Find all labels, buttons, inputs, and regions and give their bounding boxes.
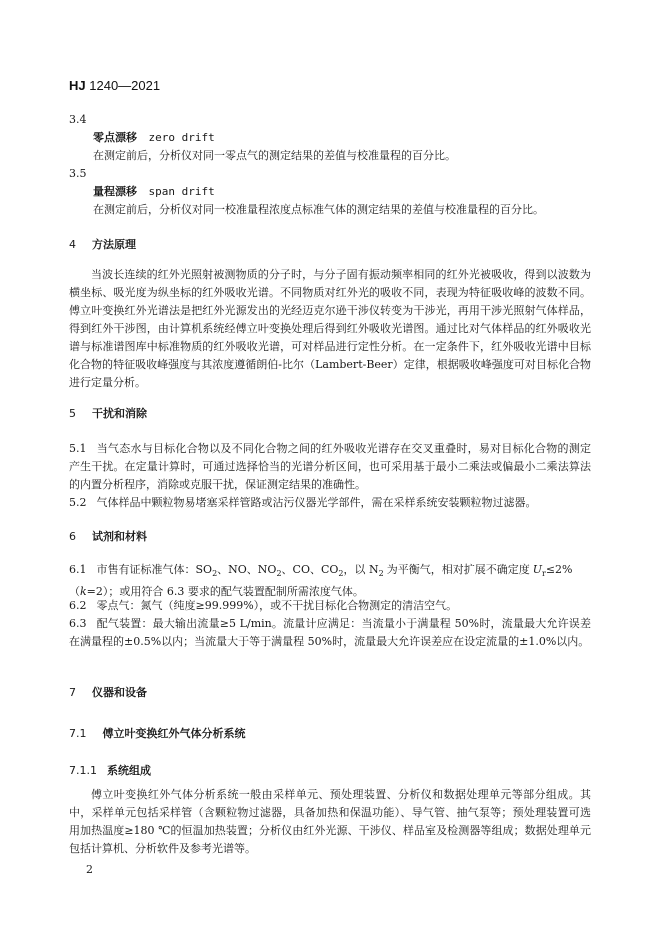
clause-text: ，以 N <box>343 563 379 576</box>
term-zh: 量程漂移 <box>93 185 137 198</box>
symbol-k: k <box>80 585 87 599</box>
clause-text: 、NO、NO <box>217 563 277 576</box>
clause-number: 6.2 <box>69 599 87 612</box>
clause-text: 、CO、CO <box>281 563 339 576</box>
section-title: 傅立叶变换红外气体分析系统 <box>102 727 246 740</box>
clause-5-2 <box>69 494 591 512</box>
clause-6-1 <box>69 561 591 601</box>
section-6-heading <box>69 528 147 546</box>
clause-number: 5.2 <box>69 496 87 509</box>
symbol-u: U <box>532 563 543 576</box>
subscript: r <box>542 569 546 579</box>
term-en: zero drift <box>148 131 215 144</box>
clause-text: （ <box>69 585 80 599</box>
clause-3-5-term <box>93 183 215 201</box>
clause-text: 配气装置：最大输出流量≥5 L/min。流量计应满足：当流量小于满量程 50%时，流量最大允许误差在满量程的±0.5%以内；当流量大于等于满量程 50%时，流量最大允许误差应在设定流量的±1.0%以内。 <box>69 617 591 648</box>
subscript: 2 <box>338 569 344 579</box>
section-number: 7.1.1 <box>69 764 97 777</box>
section-5-heading <box>69 405 147 423</box>
section-7-1-1-paragraph: 傅立叶变换红外气体分析系统一般由采样单元、预处理装置、分析仪和数据处理单元等部分组成。其中，采样单元包括采样管（含颗粒物过滤器，具备加热和保温功能）、导气管、抽气泵等；预处理装置可选用加热温度≥180 ℃的恒温加热装置；分析仪由红外光源、干涉仪、样品室及检测器等组成；数据处理单元包括计算机、分析软件及参考光谱等。 <box>69 788 591 855</box>
section-title: 系统组成 <box>107 764 151 777</box>
section-7-1-1-heading <box>69 762 151 780</box>
section-title: 方法原理 <box>92 238 136 251</box>
clause-text: 市售有证标准气体：SO <box>96 563 213 576</box>
clause-6-2 <box>69 597 591 615</box>
clause-number: 6.3 <box>69 617 87 630</box>
clause-3-4-number: 3.4 <box>69 113 87 126</box>
term-en: span drift <box>148 185 215 198</box>
clause-text: =2）；或用符合 6.3 要求的配气装置配制所需浓度气体。 <box>86 585 364 599</box>
clause-5-1 <box>69 440 591 494</box>
subscript: 2 <box>212 569 218 579</box>
section-7-1-heading <box>69 725 246 743</box>
section-4-paragraph: 当波长连续的红外光照射被测物质的分子时，与分子固有振动频率相同的红外光被吸收，得到以波数为横坐标、吸光度为纵坐标的红外吸收光谱。不同物质对红外光的吸收不同，表现为特征吸收峰的波数不同。傅立叶变换红外光谱法是把红外光源发出的光经迈克尔逊干涉仪转变为干涉光，再用干涉光照射气体样品，得到红外干涉图，由计算机系统经傅立叶变换处理后得到红外吸收光谱图。通过比对气体样品的红外吸收光谱与标准谱图库中标准物质的红外吸收光谱，可对样品进行定性分析。在一定条件下，红外吸收光谱中目标化合物的特征吸收峰强度与其浓度遵循朗伯-比尔（Lambert-Beer）定律，根据吸收峰强度可对目标化合物进行定量分析。 <box>69 268 591 389</box>
clause-6-3 <box>69 615 591 651</box>
clause-3-5-number: 3.5 <box>69 167 87 180</box>
section-number: 4 <box>69 238 76 251</box>
page-number: 2 <box>86 863 93 876</box>
section-title: 仪器和设备 <box>92 686 147 699</box>
clause-3-4-term <box>93 129 215 147</box>
clause-text: 当气态水与目标化合物以及不同化合物之间的红外吸收光谱存在交叉重叠时，易对目标化合物的测定产生干扰。在定量计算时，可通过选择恰当的光谱分析区间，也可采用基于最小二乘法或偏最小二乘法算法的内置分析程序，消除或克服干扰，保证测定结果的准确性。 <box>69 442 591 491</box>
section-title: 干扰和消除 <box>92 407 147 420</box>
subscript: 2 <box>378 569 384 579</box>
standard-prefix: HJ <box>69 78 86 93</box>
section-number: 5 <box>69 407 76 420</box>
standard-header <box>69 78 160 93</box>
section-number: 7.1 <box>69 727 87 740</box>
clause-text: 为平衡气，相对扩展不确定度 <box>386 563 530 576</box>
section-4-heading <box>69 236 136 254</box>
section-number: 7 <box>69 686 76 699</box>
clause-3-5-definition: 在测定前后，分析仪对同一校准量程浓度点标准气体的测定结果的差值与校准量程的百分比。 <box>93 203 544 216</box>
standard-number: 1240—2021 <box>89 78 161 93</box>
clause-number: 6.1 <box>69 563 87 576</box>
clause-text: 零点气：氮气（纯度≥99.999%），或不干扰目标化合物测定的清洁空气。 <box>96 599 458 612</box>
section-number: 6 <box>69 530 76 543</box>
section-title: 试剂和材料 <box>92 530 147 543</box>
subscript: 2 <box>276 569 282 579</box>
clause-number: 5.1 <box>69 442 87 455</box>
clause-text: ≤2% <box>545 563 573 576</box>
section-7-heading <box>69 684 147 702</box>
term-zh: 零点漂移 <box>93 131 137 144</box>
clause-3-4-definition: 在测定前后，分析仪对同一零点气的测定结果的差值与校准量程的百分比。 <box>93 149 456 162</box>
clause-text: 气体样品中颗粒物易堵塞采样管路或沾污仪器光学部件，需在采样系统安装颗粒物过滤器。 <box>96 496 537 509</box>
